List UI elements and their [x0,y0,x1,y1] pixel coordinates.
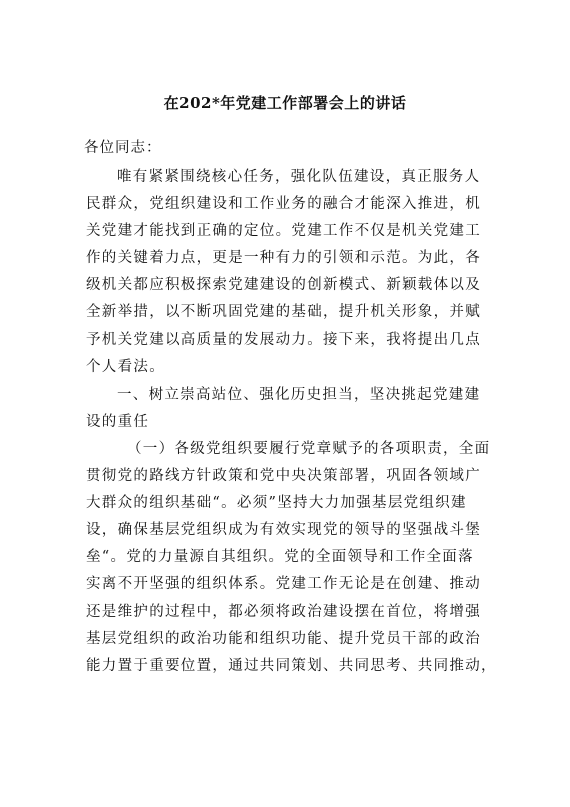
section-heading-1 [86,382,484,436]
salutation: 各位同志： [84,140,162,156]
text-line: 予机关党建以高质量的发展动力。接下来，我将提出几点 [86,331,481,348]
text-line: 大群众的组织基础“。必须”坚持大力加强基层党组织建 [86,495,467,512]
text-line: 贯彻党的路线方针政策和党中央决策部署，巩固各领域广 [86,468,481,485]
heading-line: 一、树立崇高站位、强化历史担当，坚决挑起党建建 [117,387,481,403]
text-line: 唯有紧紧围绕核心任务，强化队伍建设，真正服务人 [117,169,481,185]
text-line: 关党建才能找到正确的定位。党建工作不仅是机关党建工 [86,223,481,240]
text-line: 还是维护的过程中，都必须将政治建设摆在首位，将增强 [86,603,481,620]
text-line: 作的关键着力点，更是一种有力的引领和示范。为此，各 [86,250,481,267]
text-line: 实离不开坚强的组织体系。党建工作无论是在创建、推动 [86,576,481,593]
text-line: 民群众，党组织建设和工作业务的融合才能深入推进，机 [86,196,481,213]
text-line: 全新举措，以不断巩固党建的基础，提升机关形象，并赋 [86,304,481,321]
text-line: 基层党组织的政治功能和组织功能、提升党员干部的政治 [86,630,481,647]
text-line: 能力置于重要位置，通过共同策划、共同思考、共同推动， [86,657,497,674]
text-line: 垒“。党的力量源自其组织。党的全面领导和工作全面落 [86,549,474,566]
text-line: 级机关都应积极探索党建建设的创新模式、新颖载体以及 [86,277,481,294]
paragraph-section-1-1 [86,436,497,680]
text-line: （一）各级党组织要履行党章赋予的各项职责，全面 [127,441,491,457]
text-line: 设，确保基层党组织成为有效实现党的领导的坚强战斗堡 [86,522,481,539]
text-line: 个人看法。 [86,358,165,375]
paragraph-intro [86,164,484,381]
document-title: 在202*年党建工作部署会上的讲话 [163,94,407,112]
heading-line: 设的重任 [86,414,150,431]
